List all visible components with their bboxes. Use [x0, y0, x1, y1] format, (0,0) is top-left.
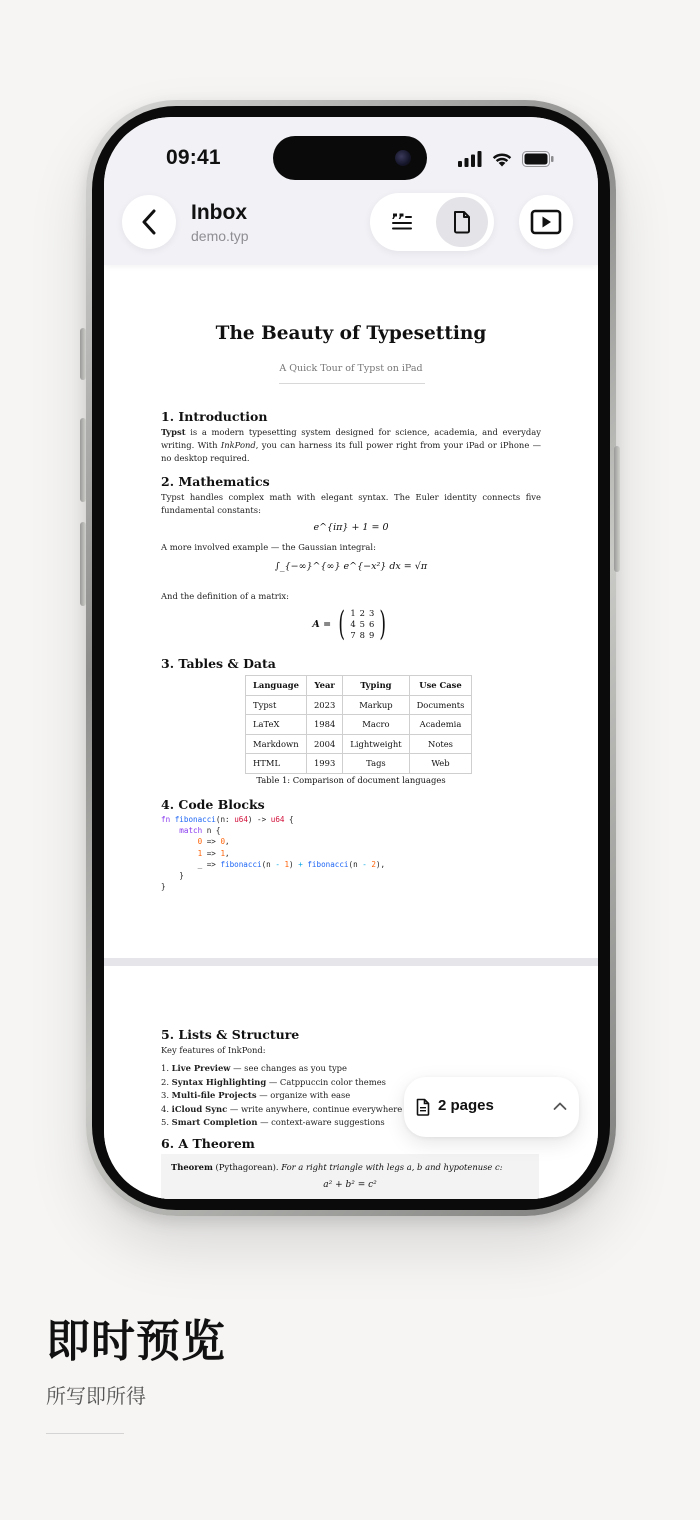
section-heading: 3. Tables & Data — [161, 656, 276, 671]
file-name: demo.typ — [191, 228, 249, 244]
matrix-cell: 7 — [350, 630, 356, 641]
chevron-up-icon — [553, 1101, 567, 1111]
play-icon — [530, 209, 562, 235]
table-cell: 1993 — [306, 754, 342, 774]
page-1 — [104, 265, 598, 958]
power-button — [614, 446, 620, 572]
table-row — [246, 734, 472, 754]
list-item-title: Multi-file Projects — [171, 1090, 257, 1101]
theorem-text: For a right triangle with legs a, b and hypotenuse c: — [281, 1162, 503, 1172]
code-line: fn fibonacci(n: u64) -> u64 { — [161, 815, 294, 824]
action-button — [80, 328, 86, 380]
top-bar — [104, 117, 598, 265]
equation-text: e^{iπ} + 1 = 0 — [313, 522, 389, 533]
table-cell: LaTeX — [246, 715, 307, 735]
wifi-icon — [491, 151, 513, 167]
column-header: Language — [246, 676, 307, 696]
theorem-name: (Pythagorean). — [212, 1162, 282, 1172]
matrix-cell: 1 — [350, 607, 356, 618]
page-icon — [416, 1098, 430, 1116]
table-header-row — [246, 676, 472, 696]
section-heading: 6. A Theorem — [161, 1136, 255, 1151]
list-item — [161, 1089, 402, 1103]
section-heading: 2. Mathematics — [161, 474, 270, 489]
table-cell: 1984 — [306, 715, 342, 735]
status-time: 09:41 — [166, 146, 221, 169]
table-cell: Tags — [343, 754, 409, 774]
gaussian-equation — [104, 561, 598, 572]
matrix-paren-left: ( — [338, 604, 345, 644]
promo-title: 即时预览 — [46, 1317, 226, 1366]
phone-screen — [104, 117, 598, 1199]
preview-button[interactable] — [519, 195, 573, 249]
matrix-cell: 4 — [350, 618, 356, 629]
theorem-label: Theorem — [171, 1162, 213, 1172]
table-cell: Markup — [343, 695, 409, 715]
theorem-statement — [171, 1162, 529, 1172]
list-item-text: — Catppuccin color themes — [266, 1076, 386, 1087]
back-button[interactable] — [122, 195, 176, 249]
text: , you can harness its full power right from your iPad or iPhone — no desktop required. — [161, 440, 541, 463]
signal-icon — [458, 151, 482, 167]
column-header: Year — [306, 676, 342, 696]
list-item-title: iCloud Sync — [171, 1103, 228, 1114]
pages-indicator[interactable] — [404, 1077, 579, 1137]
matrix-cell: 3 — [369, 607, 375, 618]
theorem-formula: a² + b² = c² — [323, 1180, 377, 1190]
promo-subtitle: 所写即所得 — [46, 1386, 146, 1408]
list-intro: Key features of InkPond: — [161, 1045, 266, 1055]
list-item-text: — write anywhere, continue everywhere — [227, 1103, 403, 1114]
section-heading: 4. Code Blocks — [161, 797, 265, 812]
section-heading: 1. Introduction — [161, 409, 268, 424]
doc-subtitle: A Quick Tour of Typst on iPad — [279, 363, 423, 374]
matrix-cell: 6 — [369, 618, 375, 629]
math-paragraph: A more involved example — the Gaussian integral: — [161, 542, 376, 552]
table-row — [246, 695, 472, 715]
page-separator — [104, 958, 598, 966]
title-block — [191, 201, 249, 244]
matrix-cell: 8 — [359, 630, 365, 641]
document-icon — [452, 210, 472, 234]
list-item — [161, 1062, 402, 1076]
table-cell: Documents — [409, 695, 472, 715]
list-number: 1. — [161, 1063, 169, 1073]
pages-count: 2 pages — [438, 1097, 494, 1114]
list-item — [161, 1103, 402, 1117]
equation-text: ∫_{−∞}^{∞} e^{−x²} dx = √π — [274, 561, 428, 572]
table-cell: Web — [409, 754, 472, 774]
text: is a modern typesetting system designed for science, academia, and everyday writing. With — [161, 427, 541, 450]
table-cell: 2004 — [306, 734, 342, 754]
code-line: } — [161, 882, 166, 892]
outline-view-button[interactable] — [376, 197, 428, 247]
list-item-title: Syntax Highlighting — [171, 1076, 267, 1087]
document-title: Inbox — [191, 201, 247, 224]
list-number: 2. — [161, 1076, 169, 1087]
table-cell: Notes — [409, 734, 472, 754]
table-cell: Academia — [409, 715, 472, 735]
column-header: Use Case — [409, 676, 472, 696]
table-cell: Macro — [343, 715, 409, 735]
table-cell: Lightweight — [343, 734, 409, 754]
matrix-cell: 9 — [369, 630, 375, 641]
table-row — [246, 715, 472, 735]
doc-title: The Beauty of Typesetting — [215, 323, 487, 344]
math-paragraph: And the definition of a matrix: — [161, 591, 289, 601]
matrix-cell: 5 — [359, 618, 365, 629]
battery-icon — [522, 151, 554, 167]
italic-text: InkPond — [220, 440, 256, 450]
theorem-box — [161, 1154, 539, 1199]
list-item — [161, 1076, 402, 1090]
list-number: 5. — [161, 1117, 169, 1128]
list-item-text: — context-aware suggestions — [257, 1117, 385, 1128]
matrix-label-text: A — [312, 618, 320, 630]
column-header: Typing — [343, 676, 409, 696]
table-cell: 2023 — [306, 695, 342, 715]
section-heading: 5. Lists & Structure — [161, 1027, 300, 1042]
matrix-paren-right: ) — [379, 604, 387, 644]
list-item-text: — organize with ease — [256, 1090, 351, 1101]
table-cell: Typst — [246, 695, 307, 715]
dynamic-island — [273, 136, 427, 180]
title-divider — [279, 383, 425, 384]
camera-icon — [395, 150, 411, 166]
euler-equation — [104, 522, 598, 533]
math-paragraph: Typst handles complex math with elegant syntax. The Euler identity connects five fundamental constants: — [161, 492, 541, 515]
volume-up-button — [80, 418, 86, 502]
view-mode-switch — [370, 193, 494, 251]
intro-paragraph — [161, 426, 541, 465]
languages-table — [245, 675, 472, 774]
promo-divider — [46, 1433, 124, 1434]
volume-down-button — [80, 522, 86, 606]
status-icons — [458, 151, 554, 167]
code-line: 1 => 1, — [197, 848, 230, 858]
bold-text: Typst — [161, 427, 186, 437]
list-item — [161, 1116, 402, 1130]
code-line: _ => fibonacci(n - 1) + fibonacci(n - 2), — [161, 859, 386, 869]
list-item-title: Smart Completion — [171, 1117, 258, 1128]
code-block — [161, 814, 385, 892]
matrix-equation — [104, 604, 598, 644]
table-caption: Table 1: Comparison of document languages — [256, 775, 446, 785]
list-item-title: Live Preview — [171, 1063, 231, 1073]
outline-icon — [390, 211, 414, 233]
matrix — [312, 604, 389, 644]
matrix-label: A = — [312, 618, 332, 630]
matrix-cell: 2 — [359, 607, 365, 618]
list-item-text: — see changes as you type — [230, 1063, 348, 1073]
list-number: 3. — [161, 1090, 169, 1101]
code-line: } — [161, 871, 184, 881]
list-number: 4. — [161, 1103, 169, 1114]
feature-list — [161, 1062, 402, 1130]
chevron-left-icon — [140, 209, 158, 235]
code-line: match n { — [179, 826, 221, 836]
document-view-button[interactable] — [436, 197, 488, 247]
table-cell: HTML — [246, 754, 307, 774]
document-preview[interactable] — [104, 265, 598, 1199]
table-row — [246, 754, 472, 774]
table-cell: Markdown — [246, 734, 307, 754]
code-line: 0 => 0, — [197, 837, 230, 847]
